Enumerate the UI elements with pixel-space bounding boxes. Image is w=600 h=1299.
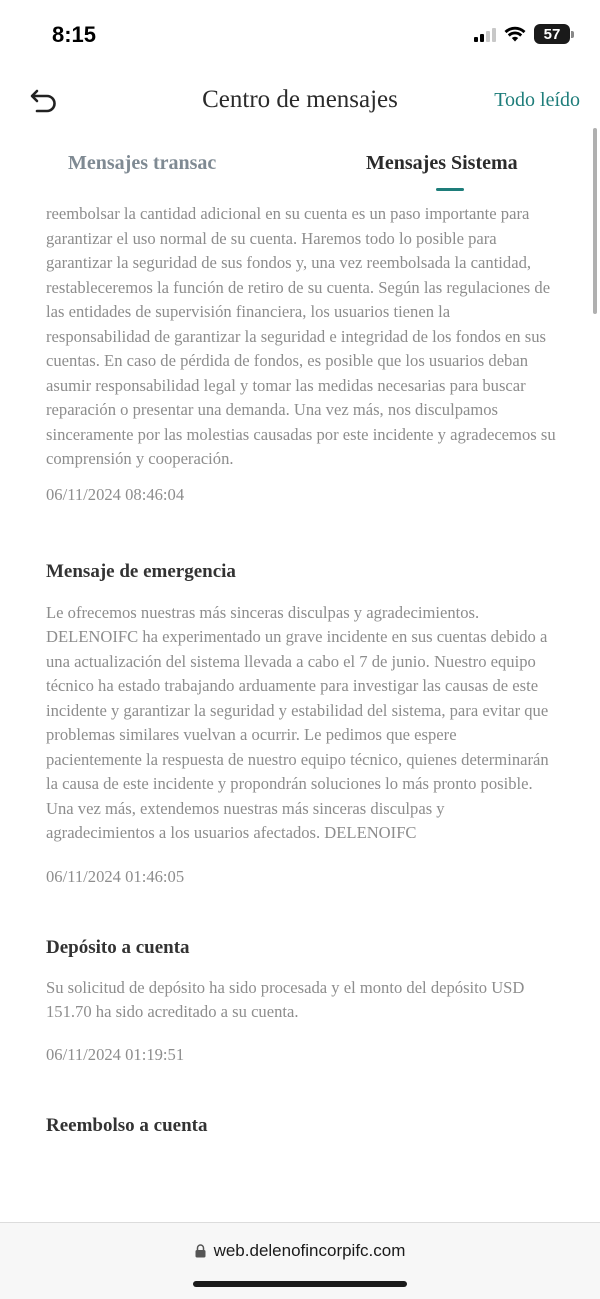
message-date: 06/11/2024 01:46:05 bbox=[46, 866, 185, 886]
message-item[interactable] bbox=[46, 937, 556, 1065]
message-item[interactable] bbox=[46, 561, 556, 887]
tab-transaction-messages[interactable]: Mensajes transac bbox=[68, 152, 217, 174]
browser-address-bar bbox=[0, 1222, 600, 1299]
message-title: Reembolso a cuenta bbox=[46, 1114, 208, 1136]
status-bar bbox=[0, 0, 600, 70]
message-item[interactable] bbox=[46, 1115, 556, 1137]
message-body: Le ofrecemos nuestras más sinceras disculpas y agradecimientos. DELENOIFC ha experimentado un grave incidente en sus cuentas debido a una actualización del sistema llevada a cabo el 7 de junio. Nuestro equipo técnico ha estado trabajando arduamente para investigar las causas de este incidente y garantizar la seguridad y estabilidad del sistema, para evitar que problemas similares vuelvan a ocurrir. Le pedimos que espere pacientemente la respuesta de nuestro equipo técnico, quienes determinarán la causa de este incidente y propondrán soluciones lo más pronto posible. Una vez más, extendemos nuestras más sinceras disculpas y agradecimientos a los usuarios afectados. DELENOIFC bbox=[46, 602, 549, 842]
message-title: Mensaje de emergencia bbox=[46, 560, 236, 582]
mark-all-read-button[interactable]: Todo leído bbox=[494, 89, 580, 111]
tab-system-messages[interactable]: Mensajes Sistema bbox=[366, 152, 518, 174]
url-field[interactable] bbox=[0, 1241, 600, 1261]
message-title: Depósito a cuenta bbox=[46, 936, 190, 958]
message-date: 06/11/2024 01:19:51 bbox=[46, 1044, 185, 1064]
message-body: Su solicitud de depósito ha sido procesada y el monto del depósito USD 151.70 ha sido acreditado a su cuenta. bbox=[46, 977, 525, 1021]
url-text: web.delenofincorpifc.com bbox=[213, 1241, 406, 1260]
message-date: 06/11/2024 08:46:04 bbox=[46, 484, 185, 504]
home-indicator[interactable] bbox=[193, 1281, 407, 1287]
message-item[interactable] bbox=[46, 202, 556, 505]
battery-level-text: 57 bbox=[543, 25, 561, 43]
battery-icon bbox=[534, 24, 570, 44]
tab-bar bbox=[0, 148, 600, 198]
header bbox=[0, 74, 600, 128]
status-time: 8:15 bbox=[52, 22, 97, 47]
scrollbar[interactable] bbox=[593, 128, 597, 314]
wifi-icon bbox=[504, 26, 526, 42]
page-title: Centro de mensajes bbox=[202, 86, 398, 113]
message-list bbox=[46, 202, 556, 1137]
cellular-signal-icon bbox=[474, 26, 496, 42]
active-tab-indicator bbox=[436, 188, 464, 191]
message-body: reembolsar la cantidad adicional en su cuenta es un paso importante para garantizar el uso normal de su cuenta. Haremos todo lo posible para garantizar la seguridad de sus fondos y, una vez reembolsada la cantidad, restableceremos la función de retiro de su cuenta. Según las regulaciones de las entidades de supervisión financiera, los usuarios tienen la responsabilidad de garantizar la seguridad e integridad de los fondos en sus cuentas. En caso de pérdida de fondos, es posible que los usuarios deban asumir responsabilidad legal y tomar las medidas necesarias para buscar reparación o presentar una demanda. Una vez más, nos disculpamos sinceramente por las molestias causadas por este incidente y agradecemos su comprensión y cooperación. bbox=[46, 204, 556, 468]
status-icons bbox=[474, 24, 574, 44]
lock-icon bbox=[195, 1244, 206, 1258]
